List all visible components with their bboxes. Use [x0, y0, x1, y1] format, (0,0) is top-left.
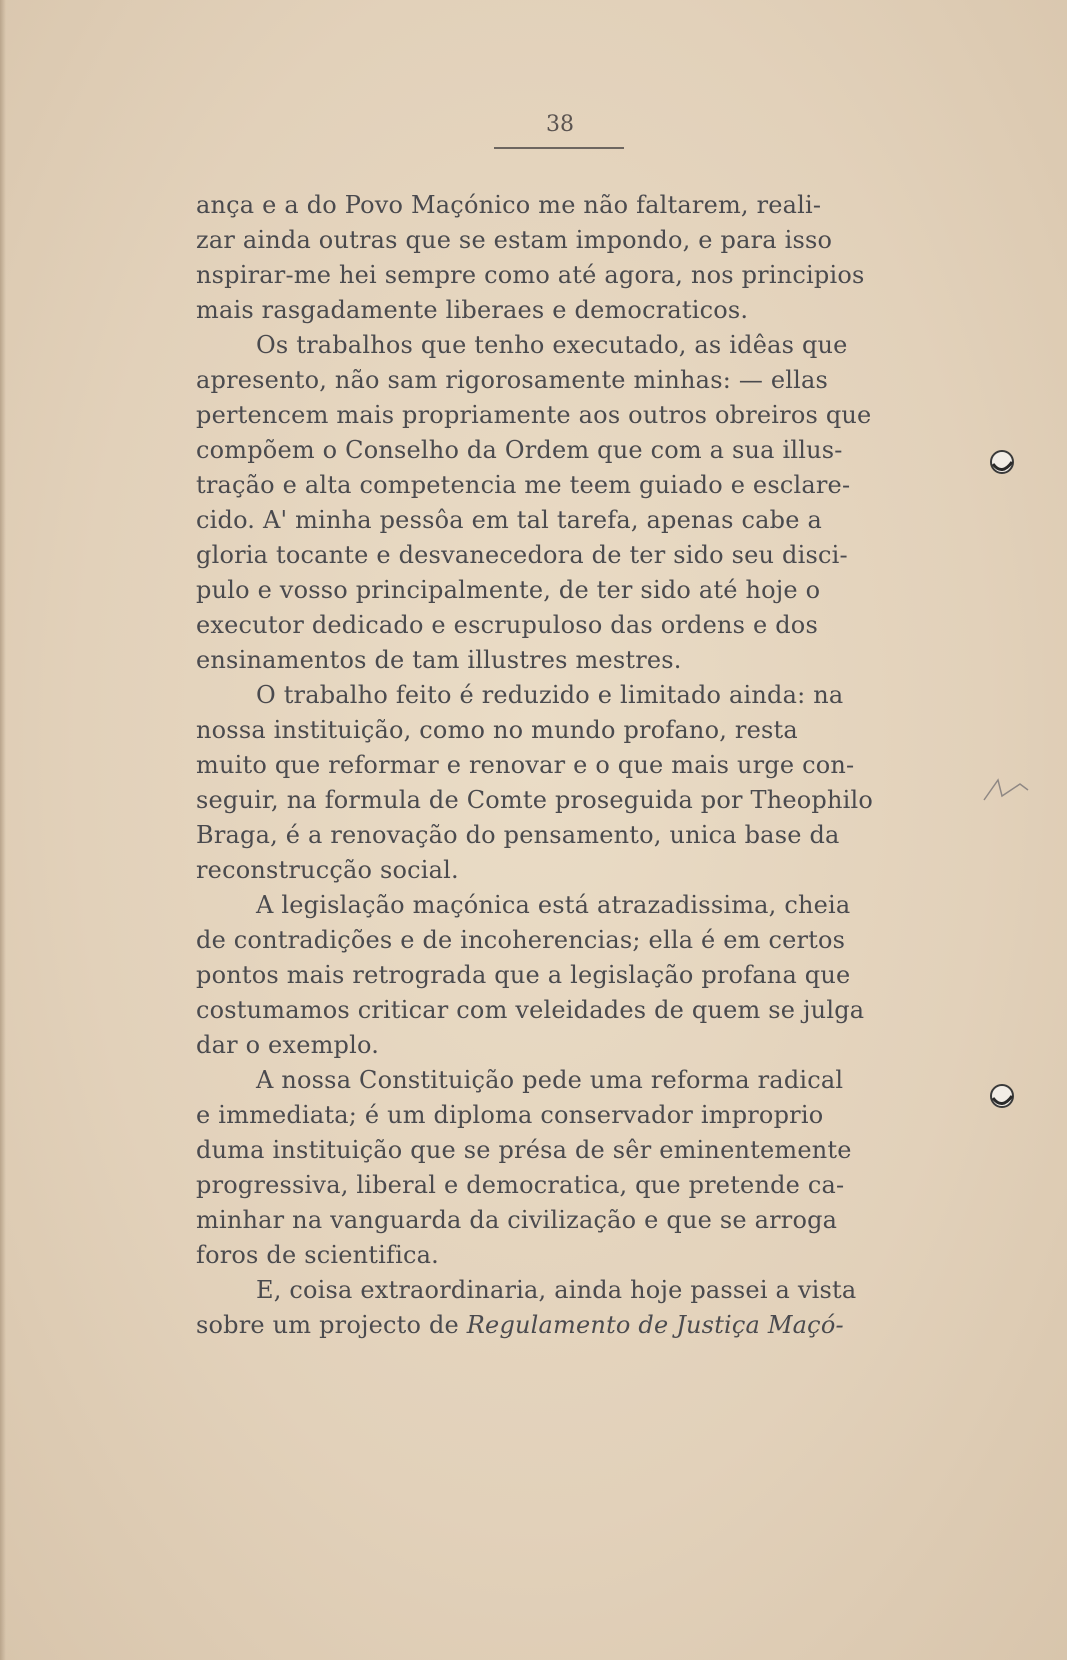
text-line — [196, 643, 918, 678]
line-text: pulo e vosso principalmente, de ter sido até hoje o — [196, 576, 821, 604]
line-text: ança e a do Povo Maçónico me não faltarem, reali- — [196, 191, 822, 219]
line-text: compõem o Conselho da Ordem que com a sua illus- — [196, 436, 843, 464]
stain-mark-icon — [988, 1082, 1018, 1112]
line-text: executor dedicado e escrupuloso das ordens e dos — [196, 611, 818, 639]
text-line — [196, 888, 918, 923]
text-line — [196, 608, 918, 643]
body-text — [196, 188, 918, 1343]
line-text: costumamos criticar com veleidades de quem se julga — [196, 996, 865, 1024]
pencil-scribble-icon — [980, 770, 1032, 810]
line-text: foros de scientifica. — [196, 1241, 439, 1269]
line-text: A legislação maçónica está atrazadissima, cheia — [256, 891, 851, 919]
text-line — [196, 433, 918, 468]
text-line — [196, 1203, 918, 1238]
line-text: sobre um projecto de — [196, 1311, 459, 1339]
line-text: tração e alta competencia me teem guiado e esclare- — [196, 471, 851, 499]
stain-mark-icon — [988, 448, 1018, 478]
text-line — [196, 1063, 918, 1098]
line-text: Os trabalhos que tenho executado, as idêas que — [256, 331, 848, 359]
line-text: cido. A' minha pessôa em tal tarefa, apenas cabe a — [196, 506, 822, 534]
text-line — [196, 713, 918, 748]
line-text: duma instituição que se présa de sêr eminentemente — [196, 1136, 852, 1164]
text-line — [196, 1238, 918, 1273]
text-line — [196, 258, 918, 293]
line-text: nspirar-me hei sempre como até agora, nos principios — [196, 261, 865, 289]
text-line — [196, 1133, 918, 1168]
text-line — [196, 223, 918, 258]
text-line — [196, 398, 918, 433]
line-text: Braga, é a renovação do pensamento, unica base da — [196, 821, 840, 849]
text-line — [196, 1308, 918, 1343]
line-text: ensinamentos de tam illustres mestres. — [196, 646, 682, 674]
text-line — [196, 188, 918, 223]
text-line — [196, 1168, 918, 1203]
text-line — [196, 328, 918, 363]
line-text: zar ainda outras que se estam impondo, e para isso — [196, 226, 833, 254]
text-line — [196, 1098, 918, 1133]
text-line — [196, 363, 918, 398]
text-line — [196, 678, 918, 713]
text-line — [196, 818, 918, 853]
text-line — [196, 1273, 918, 1308]
line-text: progressiva, liberal e democratica, que pretende ca- — [196, 1171, 845, 1199]
page-number: 38 — [546, 112, 574, 137]
line-text: A nossa Constituição pede uma reforma radical — [256, 1066, 844, 1094]
line-text: mais rasgadamente liberaes e democraticos. — [196, 296, 749, 324]
text-line — [196, 853, 918, 888]
line-text: dar o exemplo. — [196, 1031, 380, 1059]
text-line — [196, 748, 918, 783]
text-line — [196, 538, 918, 573]
line-text: nossa instituição, como no mundo profano, resta — [196, 716, 798, 744]
line-text: minhar na vanguarda da civilização e que se arroga — [196, 1206, 838, 1234]
text-line — [196, 783, 918, 818]
line-text: O trabalho feito é reduzido e limitado ainda: na — [256, 681, 844, 709]
text-line — [196, 293, 918, 328]
line-text: seguir, na formula de Comte proseguida por Theophilo — [196, 786, 874, 814]
line-text: apresento, não sam rigorosamente minhas: — ellas — [196, 366, 829, 394]
text-line — [196, 468, 918, 503]
line-text: pontos mais retrograda que a legislação profana que — [196, 961, 851, 989]
header-rule — [494, 147, 624, 149]
text-line — [196, 1028, 918, 1063]
line-text: muito que reformar e renovar e o que mais urge con- — [196, 751, 855, 779]
line-text: E, coisa extraordinaria, ainda hoje passei a vista — [256, 1276, 857, 1304]
line-text: de contradições e de incoherencias; ella é em certos — [196, 926, 846, 954]
text-line — [196, 573, 918, 608]
text-line — [196, 958, 918, 993]
text-line — [196, 993, 918, 1028]
line-text: reconstrucção social. — [196, 856, 459, 884]
line-text: pertencem mais propriamente aos outros obreiros que — [196, 401, 872, 429]
text-line — [196, 503, 918, 538]
line-text: gloria tocante e desvanecedora de ter sido seu disci- — [196, 541, 848, 569]
text-line — [196, 923, 918, 958]
line-text: e immediata; é um diploma conservador improprio — [196, 1101, 824, 1129]
italic-title: Regulamento de Justiça Maçó- — [466, 1311, 844, 1339]
